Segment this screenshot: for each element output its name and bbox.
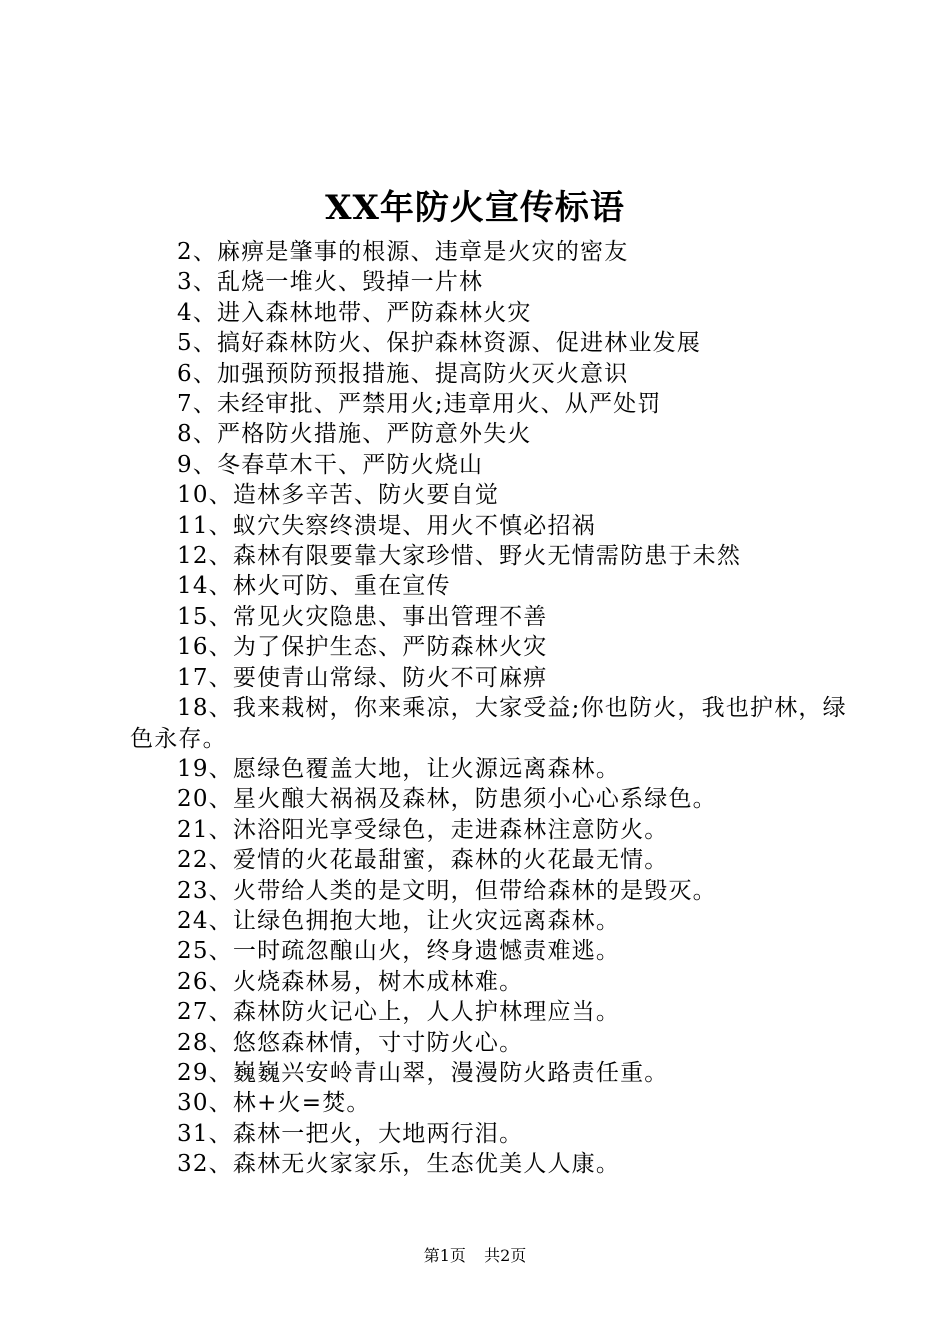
slogan-item: 23、火带给人类的是文明，但带给森林的是毁灭。 — [177, 877, 717, 904]
slogan-item: 7、未经审批、严禁用火;违章用火、从严处罚 — [177, 391, 662, 418]
page-number: 第1页 — [423, 1246, 466, 1265]
slogan-item: 9、冬春草木干、严防火烧山 — [177, 451, 484, 478]
document-title: XX年防火宣传标语 — [325, 188, 625, 228]
slogan-item: 8、严格防火措施、严防意外失火 — [177, 421, 532, 448]
slogan-item: 20、星火酿大祸祸及森林，防患须小心心系绿色。 — [177, 786, 717, 813]
slogan-item: 15、常见火灾隐患、事出管理不善 — [177, 603, 548, 630]
slogan-item: 32、森林无火家家乐，生态优美人人康。 — [177, 1151, 621, 1178]
slogan-item: 3、乱烧一堆火、毁掉一片林 — [177, 269, 484, 296]
slogan-list — [130, 237, 850, 1180]
slogan-item: 11、蚁穴失察终溃堤、用火不慎必招祸 — [177, 512, 596, 539]
slogan-item: 27、森林防火记心上，人人护林理应当。 — [177, 999, 621, 1026]
slogan-item: 31、森林一把火，大地两行泪。 — [177, 1120, 524, 1147]
slogan-item: 28、悠悠森林情，寸寸防火心。 — [177, 1029, 524, 1056]
slogan-item: 30、林+火=焚。 — [177, 1090, 371, 1117]
slogan-item: 17、要使青山常绿、防火不可麻痹 — [177, 664, 548, 691]
slogan-item: 19、愿绿色覆盖大地，让火源远离森林。 — [177, 755, 621, 782]
slogan-item: 25、一时疏忽酿山火，终身遗憾责难逃。 — [177, 938, 621, 965]
slogan-item: 2、麻痹是肇事的根源、违章是火灾的密友 — [177, 239, 629, 265]
page-total: 共2页 — [484, 1246, 527, 1265]
slogan-item: 16、为了保护生态、严防森林火灾 — [177, 634, 548, 661]
slogan-item: 5、搞好森林防火、保护森林资源、促进林业发展 — [177, 330, 702, 357]
slogan-item: 14、林火可防、重在宣传 — [177, 573, 451, 600]
slogan-item: 22、爱情的火花最甜蜜，森林的火花最无情。 — [177, 847, 669, 874]
slogan-item: 29、巍巍兴安岭青山翠，漫漫防火路责任重。 — [177, 1059, 669, 1086]
slogan-item: 24、让绿色拥抱大地，让火灾远离森林。 — [177, 907, 621, 934]
slogan-item: 10、造林多辛苦、防火要自觉 — [177, 482, 500, 509]
slogan-item: 12、森林有限要靠大家珍惜、野火无情需防患于未然 — [177, 543, 742, 570]
page-footer — [0, 1244, 950, 1268]
slogan-item: 6、加强预防预报措施、提高防火灭火意识 — [177, 360, 629, 387]
slogan-item: 26、火烧森林易，树木成林难。 — [177, 968, 524, 995]
slogan-item: 4、进入森林地带、严防森林火灾 — [177, 299, 532, 326]
slogan-item: 21、沐浴阳光享受绿色，走进森林注意防火。 — [177, 816, 669, 843]
slogan-item: 18、我来栽树，你来乘凉，大家受益;你也防火，我也护林，绿色永存。 — [130, 695, 847, 752]
